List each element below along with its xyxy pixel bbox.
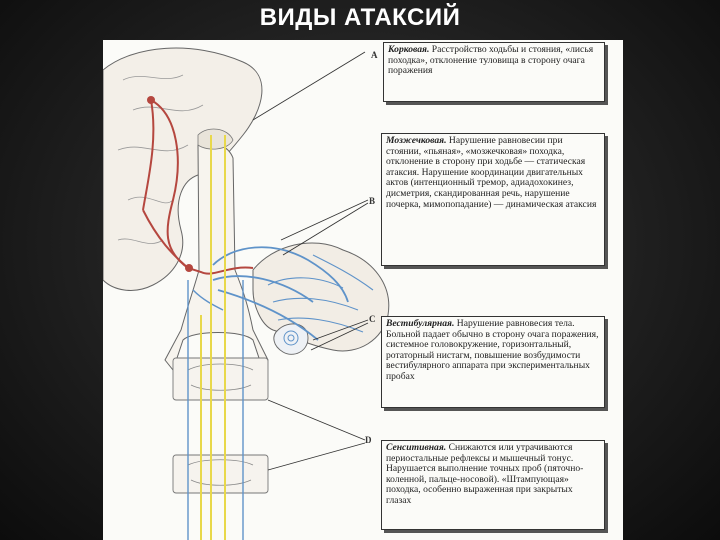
spinal-cord-lower bbox=[173, 455, 268, 493]
cerebral-cortex-outline bbox=[103, 48, 262, 290]
cortical-label: Корковая. bbox=[388, 44, 430, 55]
label-letter-b: B bbox=[369, 196, 376, 206]
slide-title: ВИДЫ АТАКСИЙ bbox=[259, 4, 461, 31]
sensitive-ataxia-box bbox=[381, 440, 605, 530]
cerebellar-label: Мозжечковая. bbox=[386, 135, 447, 146]
label-letter-d: D bbox=[365, 435, 372, 445]
cerebellar-text: Нарушение равновесии при стоянии, «пьяная», «мозжечковая» походка, отклонение в сторону при ходьбе — статическая атаксия. Нарушение координации двигательных актов (интенционный тремор, адиадохокинез, дисметрия, скандированная речь, нарушение почерка, мимопопадание) — динамическая атаксия bbox=[386, 135, 597, 210]
label-letter-a: A bbox=[371, 50, 378, 60]
cortical-ataxia-box bbox=[383, 42, 605, 102]
cerebellar-ataxia-box bbox=[381, 133, 605, 266]
sensitive-text: Снижаются или утрачиваются периостальные рефлексы и мышечный тонус. Нарушается выполнение точных проб (пяточно-коленной, пальце-носовой). «Штампующая» походка, особенно выраженная при закрытых глазах bbox=[386, 442, 584, 506]
leader-line-a bbox=[253, 52, 365, 120]
label-letter-c: C bbox=[369, 314, 376, 324]
sensitive-label: Сенситивная. bbox=[386, 442, 447, 453]
vestibular-ataxia-box bbox=[381, 316, 605, 408]
red-neuron-a bbox=[147, 96, 155, 104]
vestibular-text: Нарушение равновесия тела. Больной падает обычно в сторону очага поражения, системное головокружение, горизонтальный, ротаторный нистагм, повышение возбудимости вестибулярного аппарата при экспериментальных пробах bbox=[386, 318, 599, 382]
red-neuron-b bbox=[185, 264, 193, 272]
leader-line-d bbox=[268, 400, 365, 470]
vestibular-label: Вестибулярная. bbox=[386, 318, 455, 329]
ataxia-diagram bbox=[103, 40, 623, 540]
cortical-text: Расстройство ходьбы и стояния, «лисья походка», отклонение туловища в сторону очага поражения bbox=[388, 44, 594, 77]
